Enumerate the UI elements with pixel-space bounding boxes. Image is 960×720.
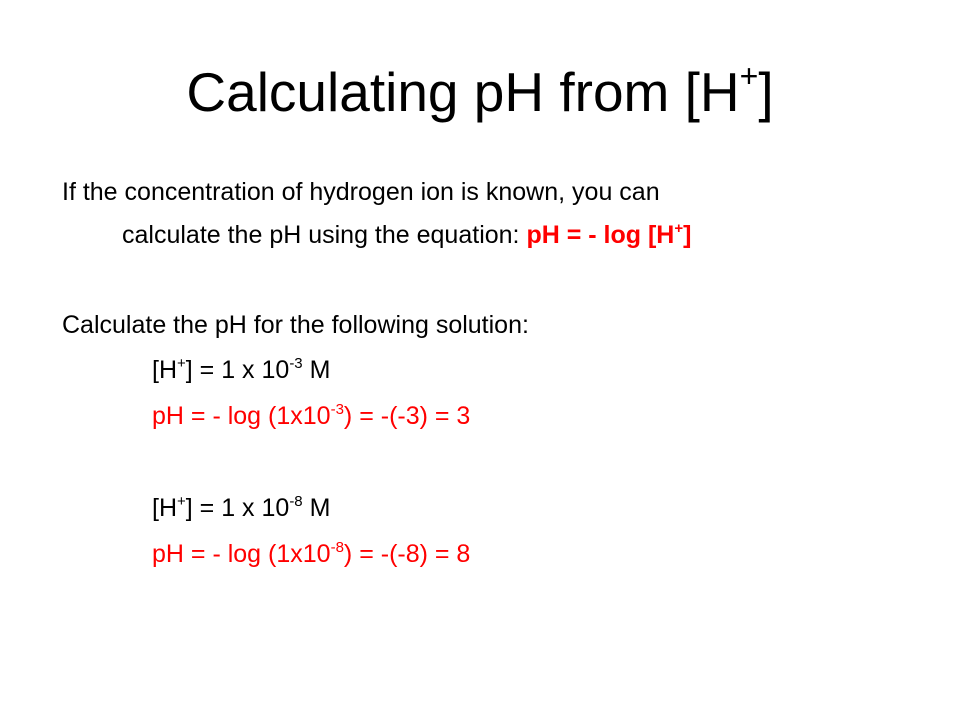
prompt-text: Calculate the pH for the following solution:	[62, 311, 529, 339]
slide-title-main: Calculating pH from [H	[186, 61, 740, 123]
intro-line-2	[122, 220, 691, 250]
ph-equation-close: ]	[683, 221, 692, 249]
ph-result-prefix: pH = - log (1x10	[152, 402, 331, 430]
slide-title-close: ]	[758, 61, 774, 123]
concentration-exponent: -8	[289, 493, 303, 510]
ph-result-exponent: -3	[330, 401, 344, 418]
concentration-charge: +	[177, 493, 186, 510]
ph-result-suffix: ) = -(-3) = 3	[343, 402, 471, 430]
concentration-unit: M	[302, 356, 331, 384]
concentration-example-2	[152, 493, 330, 523]
concentration-charge: +	[177, 355, 186, 372]
ph-equation-superscript: +	[674, 220, 684, 237]
concentration-exponent: -3	[289, 355, 303, 372]
intro-line-1	[62, 177, 660, 207]
intro-line-1-text: If the concentration of hydrogen ion is known, you can	[62, 178, 660, 206]
prompt-line	[62, 310, 529, 340]
concentration-value: ] = 1 x 10	[185, 494, 290, 522]
ph-result-example-2	[152, 539, 470, 569]
ph-result-prefix: pH = - log (1x10	[152, 540, 331, 568]
concentration-unit: M	[302, 494, 331, 522]
slide-title	[0, 52, 960, 132]
ph-result-suffix: ) = -(-8) = 8	[343, 540, 471, 568]
slide-title-superscript: +	[739, 58, 759, 94]
ph-result-exponent: -8	[330, 539, 344, 556]
ph-equation-main: pH = - log [H	[526, 221, 675, 249]
concentration-prefix: [H	[152, 356, 177, 384]
ph-result-example-1	[152, 401, 470, 431]
concentration-prefix: [H	[152, 494, 177, 522]
ph-equation	[526, 221, 691, 249]
concentration-example-1	[152, 355, 330, 385]
intro-line-2-text: calculate the pH using the equation:	[122, 221, 520, 249]
concentration-value: ] = 1 x 10	[185, 356, 290, 384]
